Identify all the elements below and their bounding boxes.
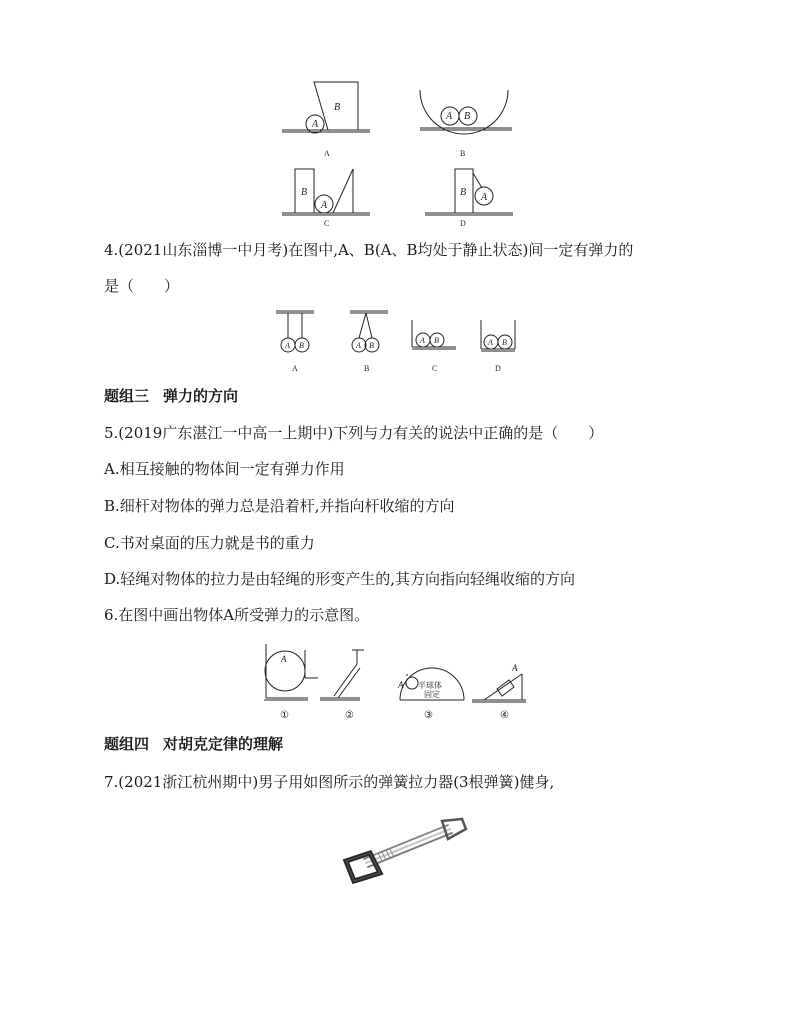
q5-option-a: A.相互接触的物体间一定有弹力作用 xyxy=(104,460,345,478)
svg-text:A: A xyxy=(481,192,488,203)
svg-text:B: B xyxy=(434,336,439,345)
q4-label-b: B xyxy=(364,364,370,373)
q5-option-b: B.细杆对物体的弹力总是沿着杆,并指向杆收缩的方向 xyxy=(104,497,455,515)
svg-text:A: A xyxy=(488,338,493,347)
q3-label-c: C xyxy=(324,219,330,228)
q4-label-a: A xyxy=(292,364,298,373)
q5-stem: 5.(2019广东湛江一中高一上期中)下列与力有关的说法中正确的是（ ） xyxy=(104,424,604,442)
section-3-heading xyxy=(104,386,238,406)
section-3-title: 弹力的方向 xyxy=(163,387,239,405)
q4-stem-line2: 是（ ） xyxy=(104,277,180,295)
q6-hemisphere-label-1: 半球体 xyxy=(418,681,442,690)
svg-text:A: A xyxy=(356,341,361,350)
svg-text:A: A xyxy=(285,341,290,350)
q4-stem-line1: 4.(2021山东淄博一中月考)在图中,A、B(A、B均处于静止状态)间一定有弹力的 xyxy=(104,241,634,259)
q7-stem: 7.(2021浙江杭州期中)男子用如图所示的弹簧拉力器(3根弹簧)健身, xyxy=(104,773,555,791)
section-3-group: 题组三 xyxy=(104,387,150,405)
svg-text:B: B xyxy=(299,341,304,350)
spring-expander-image xyxy=(330,815,470,885)
svg-text:B: B xyxy=(301,187,308,198)
svg-text:B: B xyxy=(464,111,471,122)
q3-ball-a: A xyxy=(312,119,319,130)
q6-label-4: ④ xyxy=(500,710,509,721)
q6-stem: 6.在图中画出物体A所受弹力的示意图。 xyxy=(104,606,370,624)
q3-label-d: D xyxy=(460,219,466,228)
q5-option-d: D.轻绳对物体的拉力是由轻绳的形变产生的,其方向指向轻绳收缩的方向 xyxy=(104,570,576,588)
q4-label-d: D xyxy=(495,364,501,373)
q3-figure xyxy=(270,70,530,230)
svg-text:B: B xyxy=(502,338,507,347)
section-4-group: 题组四 xyxy=(104,735,150,753)
q6-hemisphere-label-2: 固定 xyxy=(424,690,440,699)
svg-text:A: A xyxy=(420,336,425,345)
q4-label-c: C xyxy=(432,364,438,373)
q4-figure xyxy=(270,305,530,375)
svg-text:B: B xyxy=(460,187,467,198)
q3-label-b: B xyxy=(460,149,466,158)
q5-option-c: C.书对桌面的压力就是书的重力 xyxy=(104,534,315,552)
svg-text:A: A xyxy=(398,680,404,690)
q3-block-b: B xyxy=(334,102,341,113)
section-4-title: 对胡克定律的理解 xyxy=(163,735,284,753)
q6-object-a: A xyxy=(281,654,287,664)
q3-label-a: A xyxy=(324,149,330,158)
svg-text:B: B xyxy=(369,341,374,350)
svg-text:A: A xyxy=(512,663,518,673)
section-4-heading xyxy=(104,734,283,754)
q6-label-2: ② xyxy=(345,710,354,721)
q6-figure xyxy=(260,640,530,725)
q6-label-3: ③ xyxy=(424,710,433,721)
svg-text:A: A xyxy=(446,111,453,122)
q6-label-1: ① xyxy=(280,710,289,721)
svg-text:A: A xyxy=(321,200,328,211)
